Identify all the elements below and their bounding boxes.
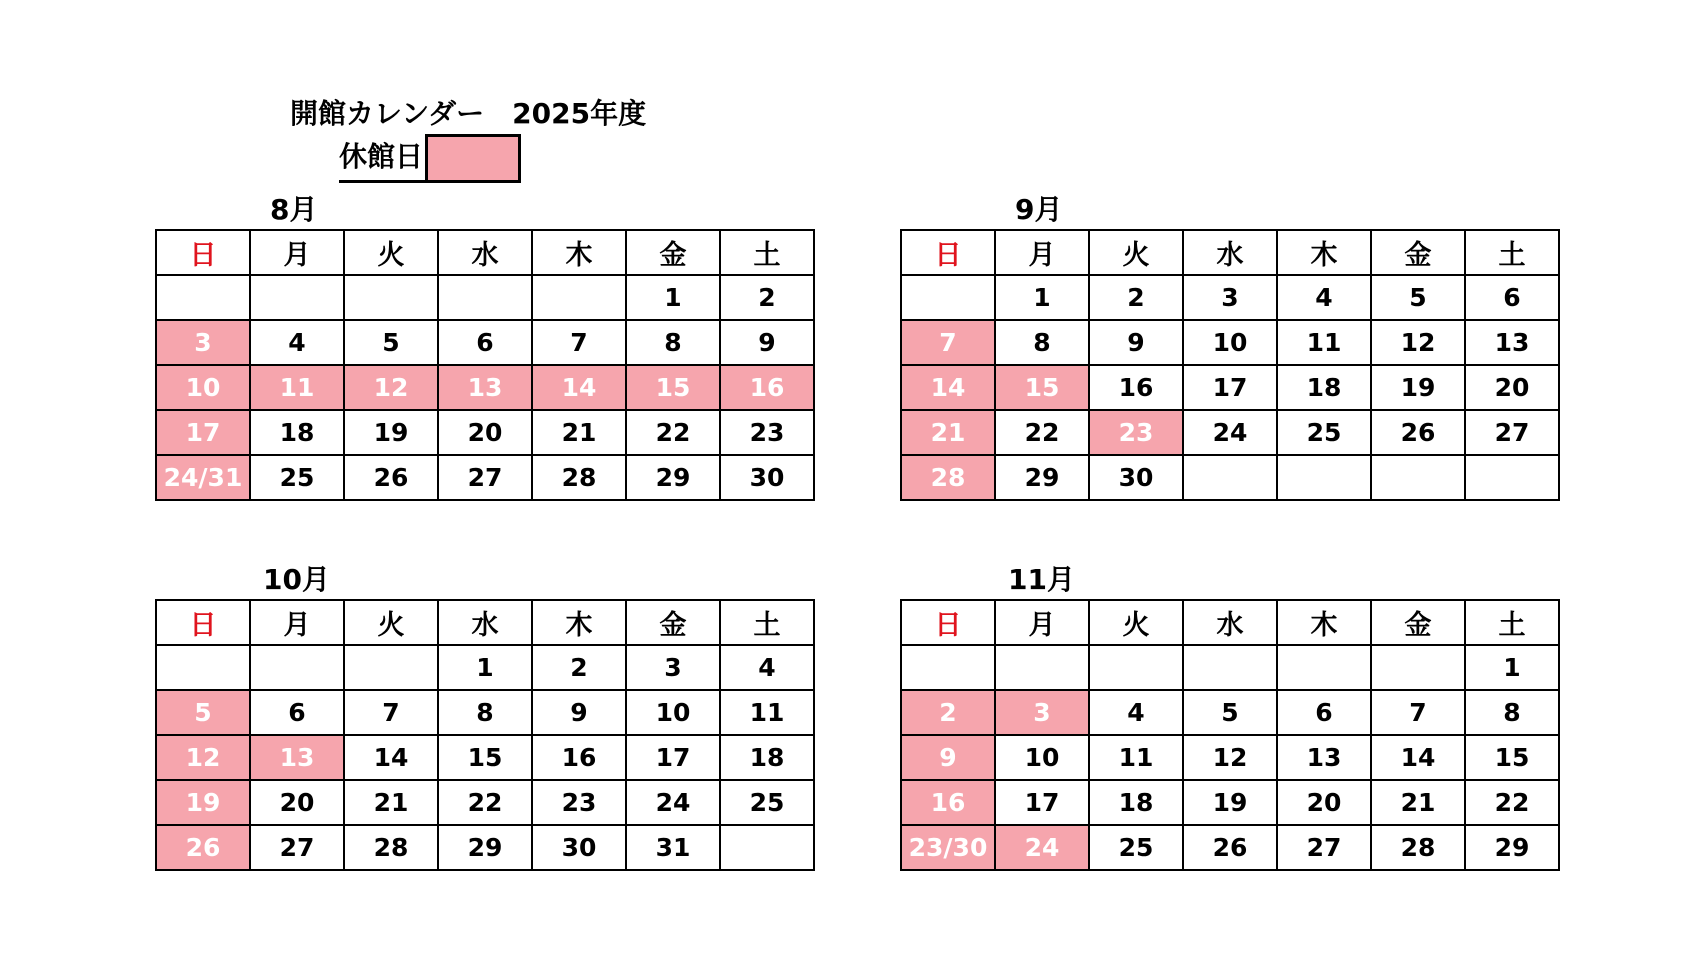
day-cell: 8 — [438, 690, 532, 735]
legend-label: 休館日 — [339, 140, 424, 173]
month-title: 8月 — [270, 193, 318, 226]
day-cell: 29 — [1465, 825, 1559, 870]
day-cell: 26 — [1371, 410, 1465, 455]
day-cell: 1 — [438, 645, 532, 690]
day-cell: 8 — [1465, 690, 1559, 735]
month-title: 10月 — [263, 563, 330, 596]
day-cell: 16 — [532, 735, 626, 780]
day-cell: 7 — [532, 320, 626, 365]
empty-day-cell — [1371, 645, 1465, 690]
day-cell: 22 — [626, 410, 720, 455]
day-cell: 16 — [1089, 365, 1183, 410]
empty-day-cell — [995, 645, 1089, 690]
day-cell: 3 — [1183, 275, 1277, 320]
empty-day-cell — [1277, 645, 1371, 690]
day-cell: 11 — [720, 690, 814, 735]
week-row — [156, 455, 814, 500]
day-cell: 2 — [532, 645, 626, 690]
month-calendar-table — [155, 599, 815, 871]
week-row — [156, 365, 814, 410]
weekday-header: 金 — [1371, 600, 1465, 645]
day-cell: 18 — [250, 410, 344, 455]
week-row — [901, 410, 1559, 455]
day-cell: 25 — [250, 455, 344, 500]
day-cell: 6 — [1277, 690, 1371, 735]
empty-day-cell — [250, 275, 344, 320]
weekday-header: 水 — [1183, 600, 1277, 645]
closed-day-cell: 13 — [250, 735, 344, 780]
day-cell: 19 — [1183, 780, 1277, 825]
day-cell: 8 — [995, 320, 1089, 365]
day-cell: 11 — [1277, 320, 1371, 365]
day-cell: 4 — [1277, 275, 1371, 320]
empty-day-cell — [1183, 455, 1277, 500]
closed-day-cell: 12 — [344, 365, 438, 410]
weekday-header-row — [156, 230, 814, 275]
day-cell: 9 — [532, 690, 626, 735]
day-cell: 9 — [720, 320, 814, 365]
day-cell: 10 — [995, 735, 1089, 780]
closed-day-cell: 17 — [156, 410, 250, 455]
weekday-header: 土 — [720, 230, 814, 275]
week-row — [901, 645, 1559, 690]
month-title: 11月 — [1008, 563, 1075, 596]
weekday-header: 金 — [1371, 230, 1465, 275]
closed-day-cell: 15 — [995, 365, 1089, 410]
weekday-header-row — [901, 600, 1559, 645]
day-cell: 4 — [1089, 690, 1183, 735]
weekday-header: 土 — [720, 600, 814, 645]
week-row — [901, 780, 1559, 825]
day-cell: 9 — [1089, 320, 1183, 365]
day-cell: 25 — [720, 780, 814, 825]
day-cell: 2 — [1089, 275, 1183, 320]
closed-day-cell: 12 — [156, 735, 250, 780]
day-cell: 30 — [720, 455, 814, 500]
day-cell: 29 — [626, 455, 720, 500]
day-cell: 31 — [626, 825, 720, 870]
empty-day-cell — [1371, 455, 1465, 500]
week-row — [156, 410, 814, 455]
week-row — [156, 825, 814, 870]
month-calendar-table — [155, 229, 815, 501]
weekday-header: 月 — [995, 600, 1089, 645]
closed-day-cell: 2 — [901, 690, 995, 735]
weekday-header: 日 — [901, 600, 995, 645]
day-cell: 13 — [1277, 735, 1371, 780]
day-cell: 27 — [1277, 825, 1371, 870]
week-row — [901, 275, 1559, 320]
weekday-header: 日 — [156, 230, 250, 275]
weekday-header: 木 — [532, 230, 626, 275]
closed-day-cell: 9 — [901, 735, 995, 780]
day-cell: 2 — [720, 275, 814, 320]
day-cell: 18 — [1277, 365, 1371, 410]
day-cell: 6 — [1465, 275, 1559, 320]
week-row — [901, 320, 1559, 365]
day-cell: 12 — [1183, 735, 1277, 780]
closed-day-cell: 23 — [1089, 410, 1183, 455]
empty-day-cell — [532, 275, 626, 320]
week-row — [901, 365, 1559, 410]
weekday-header: 水 — [438, 230, 532, 275]
day-cell: 25 — [1277, 410, 1371, 455]
day-cell: 20 — [250, 780, 344, 825]
week-row — [156, 690, 814, 735]
day-cell: 26 — [1183, 825, 1277, 870]
day-cell: 1 — [995, 275, 1089, 320]
empty-day-cell — [156, 645, 250, 690]
day-cell: 22 — [438, 780, 532, 825]
empty-day-cell — [438, 275, 532, 320]
empty-day-cell — [720, 825, 814, 870]
week-row — [901, 825, 1559, 870]
weekday-header: 月 — [250, 600, 344, 645]
closed-day-cell: 13 — [438, 365, 532, 410]
legend-closed-swatch — [425, 134, 521, 180]
day-cell: 10 — [626, 690, 720, 735]
day-cell: 27 — [1465, 410, 1559, 455]
weekday-header: 土 — [1465, 230, 1559, 275]
legend — [339, 134, 521, 183]
empty-day-cell — [1465, 455, 1559, 500]
day-cell: 21 — [1371, 780, 1465, 825]
closed-day-cell: 26 — [156, 825, 250, 870]
day-cell: 14 — [344, 735, 438, 780]
closed-day-cell: 5 — [156, 690, 250, 735]
day-cell: 10 — [1183, 320, 1277, 365]
day-cell: 11 — [1089, 735, 1183, 780]
weekday-header: 水 — [438, 600, 532, 645]
day-cell: 19 — [344, 410, 438, 455]
empty-day-cell — [1277, 455, 1371, 500]
day-cell: 28 — [344, 825, 438, 870]
day-cell: 20 — [1277, 780, 1371, 825]
day-cell: 21 — [532, 410, 626, 455]
day-cell: 28 — [1371, 825, 1465, 870]
day-cell: 17 — [995, 780, 1089, 825]
day-cell: 29 — [438, 825, 532, 870]
week-row — [156, 735, 814, 780]
empty-day-cell — [1089, 645, 1183, 690]
empty-day-cell — [156, 275, 250, 320]
day-cell: 18 — [1089, 780, 1183, 825]
empty-day-cell — [1183, 645, 1277, 690]
empty-day-cell — [344, 645, 438, 690]
week-row — [156, 320, 814, 365]
day-cell: 30 — [1089, 455, 1183, 500]
weekday-header: 火 — [344, 600, 438, 645]
day-cell: 22 — [995, 410, 1089, 455]
weekday-header-row — [156, 600, 814, 645]
day-cell: 8 — [626, 320, 720, 365]
day-cell: 4 — [250, 320, 344, 365]
day-cell: 12 — [1371, 320, 1465, 365]
empty-day-cell — [901, 275, 995, 320]
day-cell: 13 — [1465, 320, 1559, 365]
closed-day-cell: 14 — [901, 365, 995, 410]
weekday-header: 金 — [626, 230, 720, 275]
day-cell: 1 — [626, 275, 720, 320]
day-cell: 15 — [1465, 735, 1559, 780]
empty-day-cell — [344, 275, 438, 320]
empty-day-cell — [250, 645, 344, 690]
week-row — [901, 455, 1559, 500]
day-cell: 20 — [1465, 365, 1559, 410]
day-cell: 23 — [532, 780, 626, 825]
weekday-header: 金 — [626, 600, 720, 645]
day-cell: 5 — [1183, 690, 1277, 735]
closed-day-cell: 19 — [156, 780, 250, 825]
day-cell: 28 — [532, 455, 626, 500]
closed-day-cell: 21 — [901, 410, 995, 455]
day-cell: 29 — [995, 455, 1089, 500]
weekday-header: 木 — [1277, 600, 1371, 645]
day-cell: 22 — [1465, 780, 1559, 825]
day-cell: 17 — [1183, 365, 1277, 410]
day-cell: 6 — [250, 690, 344, 735]
day-cell: 27 — [250, 825, 344, 870]
closed-day-cell: 10 — [156, 365, 250, 410]
day-cell: 6 — [438, 320, 532, 365]
week-row — [901, 690, 1559, 735]
closed-day-cell: 23/30 — [901, 825, 995, 870]
closed-day-cell: 15 — [626, 365, 720, 410]
closed-day-cell: 16 — [720, 365, 814, 410]
weekday-header: 日 — [156, 600, 250, 645]
month-calendar-table — [900, 229, 1560, 501]
week-row — [901, 735, 1559, 780]
weekday-header: 水 — [1183, 230, 1277, 275]
closed-day-cell: 3 — [995, 690, 1089, 735]
weekday-header: 月 — [995, 230, 1089, 275]
closed-day-cell: 11 — [250, 365, 344, 410]
weekday-header: 火 — [1089, 230, 1183, 275]
day-cell: 27 — [438, 455, 532, 500]
day-cell: 20 — [438, 410, 532, 455]
closed-day-cell: 3 — [156, 320, 250, 365]
day-cell: 30 — [532, 825, 626, 870]
empty-day-cell — [901, 645, 995, 690]
day-cell: 21 — [344, 780, 438, 825]
day-cell: 15 — [438, 735, 532, 780]
closed-day-cell: 7 — [901, 320, 995, 365]
weekday-header: 日 — [901, 230, 995, 275]
page-title: 開館カレンダー 2025年度 — [290, 97, 647, 130]
day-cell: 18 — [720, 735, 814, 780]
day-cell: 7 — [1371, 690, 1465, 735]
closed-day-cell: 24 — [995, 825, 1089, 870]
day-cell: 5 — [344, 320, 438, 365]
day-cell: 1 — [1465, 645, 1559, 690]
day-cell: 24 — [1183, 410, 1277, 455]
week-row — [156, 645, 814, 690]
day-cell: 17 — [626, 735, 720, 780]
day-cell: 4 — [720, 645, 814, 690]
closed-day-cell: 24/31 — [156, 455, 250, 500]
day-cell: 3 — [626, 645, 720, 690]
day-cell: 7 — [344, 690, 438, 735]
day-cell: 14 — [1371, 735, 1465, 780]
week-row — [156, 780, 814, 825]
month-calendar-table — [900, 599, 1560, 871]
weekday-header: 月 — [250, 230, 344, 275]
weekday-header-row — [901, 230, 1559, 275]
day-cell: 26 — [344, 455, 438, 500]
day-cell: 23 — [720, 410, 814, 455]
closed-day-cell: 28 — [901, 455, 995, 500]
weekday-header: 木 — [532, 600, 626, 645]
weekday-header: 土 — [1465, 600, 1559, 645]
day-cell: 5 — [1371, 275, 1465, 320]
closed-day-cell: 16 — [901, 780, 995, 825]
month-title: 9月 — [1015, 193, 1063, 226]
weekday-header: 火 — [1089, 600, 1183, 645]
closed-day-cell: 14 — [532, 365, 626, 410]
weekday-header: 火 — [344, 230, 438, 275]
day-cell: 24 — [626, 780, 720, 825]
day-cell: 25 — [1089, 825, 1183, 870]
week-row — [156, 275, 814, 320]
weekday-header: 木 — [1277, 230, 1371, 275]
day-cell: 19 — [1371, 365, 1465, 410]
